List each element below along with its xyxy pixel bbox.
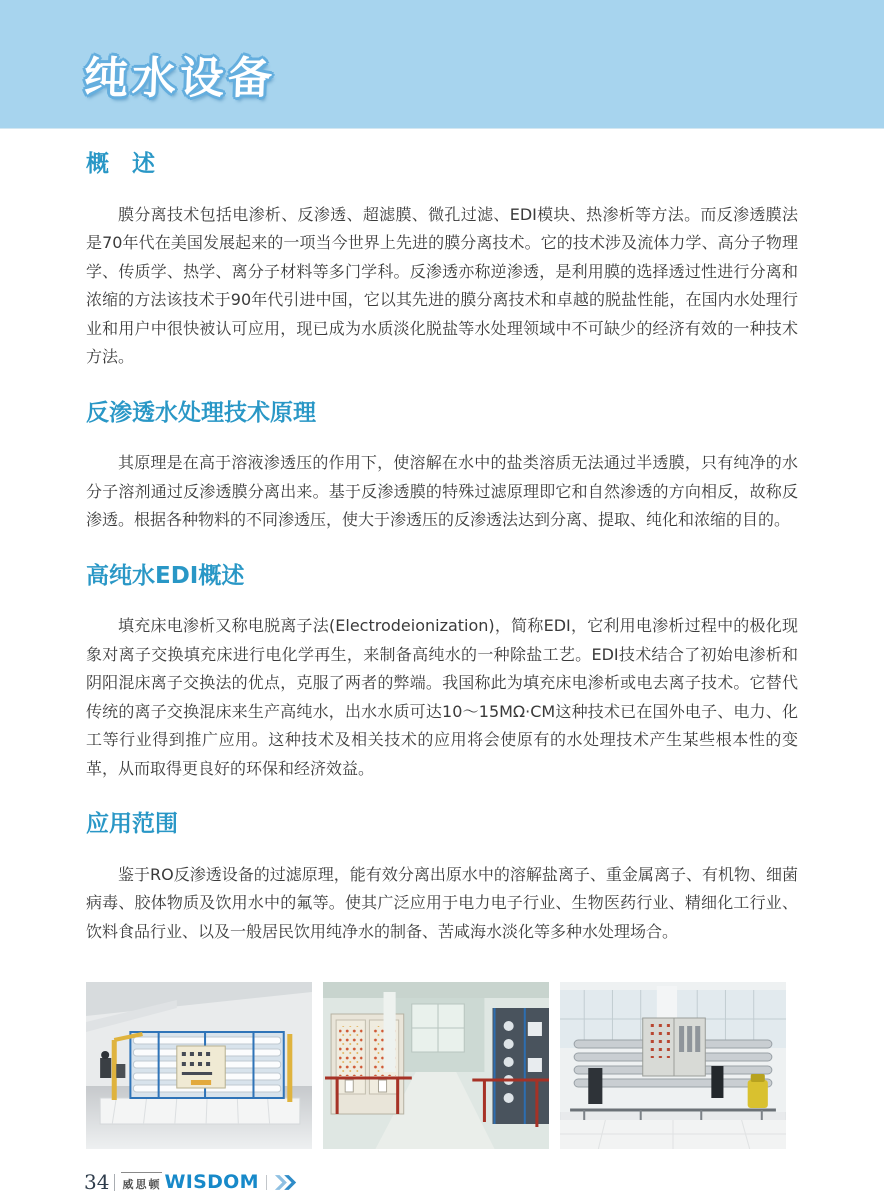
page-number: 34 (84, 1170, 110, 1195)
page-footer (84, 1169, 884, 1195)
section-applications-heading: 应用范围 (86, 811, 178, 838)
double-chevron-right-icon (274, 1174, 298, 1191)
equipment-photo-3 (560, 982, 786, 1149)
section-overview-heading: 概 述 (86, 151, 155, 177)
section-applications (86, 811, 798, 946)
photo-row (86, 982, 786, 1149)
section-overview-paragraph: 膜分离技术包括电渗析、反渗透、超滤膜、微孔过滤、EDI模块、热渗析等方法。而反渗透膜法是70年代在美国发展起来的一项当今世界上先进的膜分离技术。它的技术涉及流体力学、高分子物理学、传质学、热学、离分子材料等多门学科。反渗透亦称逆渗透，是利用膜的选择透过性进行分离和浓缩的方法该技术于90年代引进中国，它以其先进的膜分离技术和卓越的脱盐性能，在国内水处理行业和用户中很快被认可应用，现已成为水质淡化脱盐等水处理领域中不可缺少的经济有效的一种技术方法。 (86, 204, 798, 367)
equipment-photo-1-art (86, 982, 312, 1149)
section-ro-principle-heading: 反渗透水处理技术原理 (86, 399, 316, 426)
page-content (0, 151, 884, 1149)
equipment-photo-2-art (323, 982, 549, 1149)
page-header (0, 0, 884, 129)
section-ro-principle (86, 400, 798, 535)
footer-divider (266, 1175, 267, 1190)
brand-name-en: WISDOM (164, 1171, 259, 1194)
section-edi-overview (86, 563, 798, 784)
footer-divider (114, 1174, 115, 1191)
section-edi-overview-paragraph: 填充床电渗析又称电脱离子法(Electrodeionization)，简称EDI，它利用电渗析过程中的极化现象对离子交换填充床进行电化学再生，来制备高纯水的一种除盐工艺。EDI技术结合了初始电渗析和阴阳混床离子交换法的优点，克服了两者的弊端。我国称此为填充床电渗析或电去离子技术。它替代传统的离子交换混床来生产高纯水，出水水质可达10～15MΩ·CM这种技术已在国外电子、电力、化工等行业得到推广应用。这种技术及相关技术的应用将会使原有的水处理技术产生某些根本性的变革，从而取得更良好的环保和经济效益。 (86, 616, 798, 778)
equipment-photo-1 (86, 982, 312, 1149)
section-ro-principle-paragraph: 其原理是在高于溶液渗透压的作用下，使溶解在水中的盐类溶质无法通过半透膜，只有纯净的水分子溶剂通过反渗透膜分离出来。基于反渗透膜的特殊过滤原理即它和自然渗透的方向相反，故称反渗透。根据各种物料的不同渗透压，使大于渗透压的反渗透法达到分离、提取、纯化和浓缩的目的。 (86, 453, 798, 530)
section-edi-overview-heading: 高纯水EDI概述 (86, 562, 245, 589)
equipment-photo-3-art (560, 982, 786, 1149)
page-title: 纯水设备 (82, 53, 277, 104)
brand-name-cn: 威思顿 (121, 1172, 162, 1192)
section-applications-paragraph: 鉴于RO反渗透设备的过滤原理，能有效分离出原水中的溶解盐离子、重金属离子、有机物、细菌病毒、胶体物质及饮用水中的氟等。使其广泛应用于电力电子行业、生物医药行业、精细化工行业、饮料食品行业、以及一般居民饮用纯净水的制备、苦咸海水淡化等多种水处理场合。 (86, 864, 798, 941)
equipment-photo-2 (323, 982, 549, 1149)
section-overview (86, 151, 798, 372)
